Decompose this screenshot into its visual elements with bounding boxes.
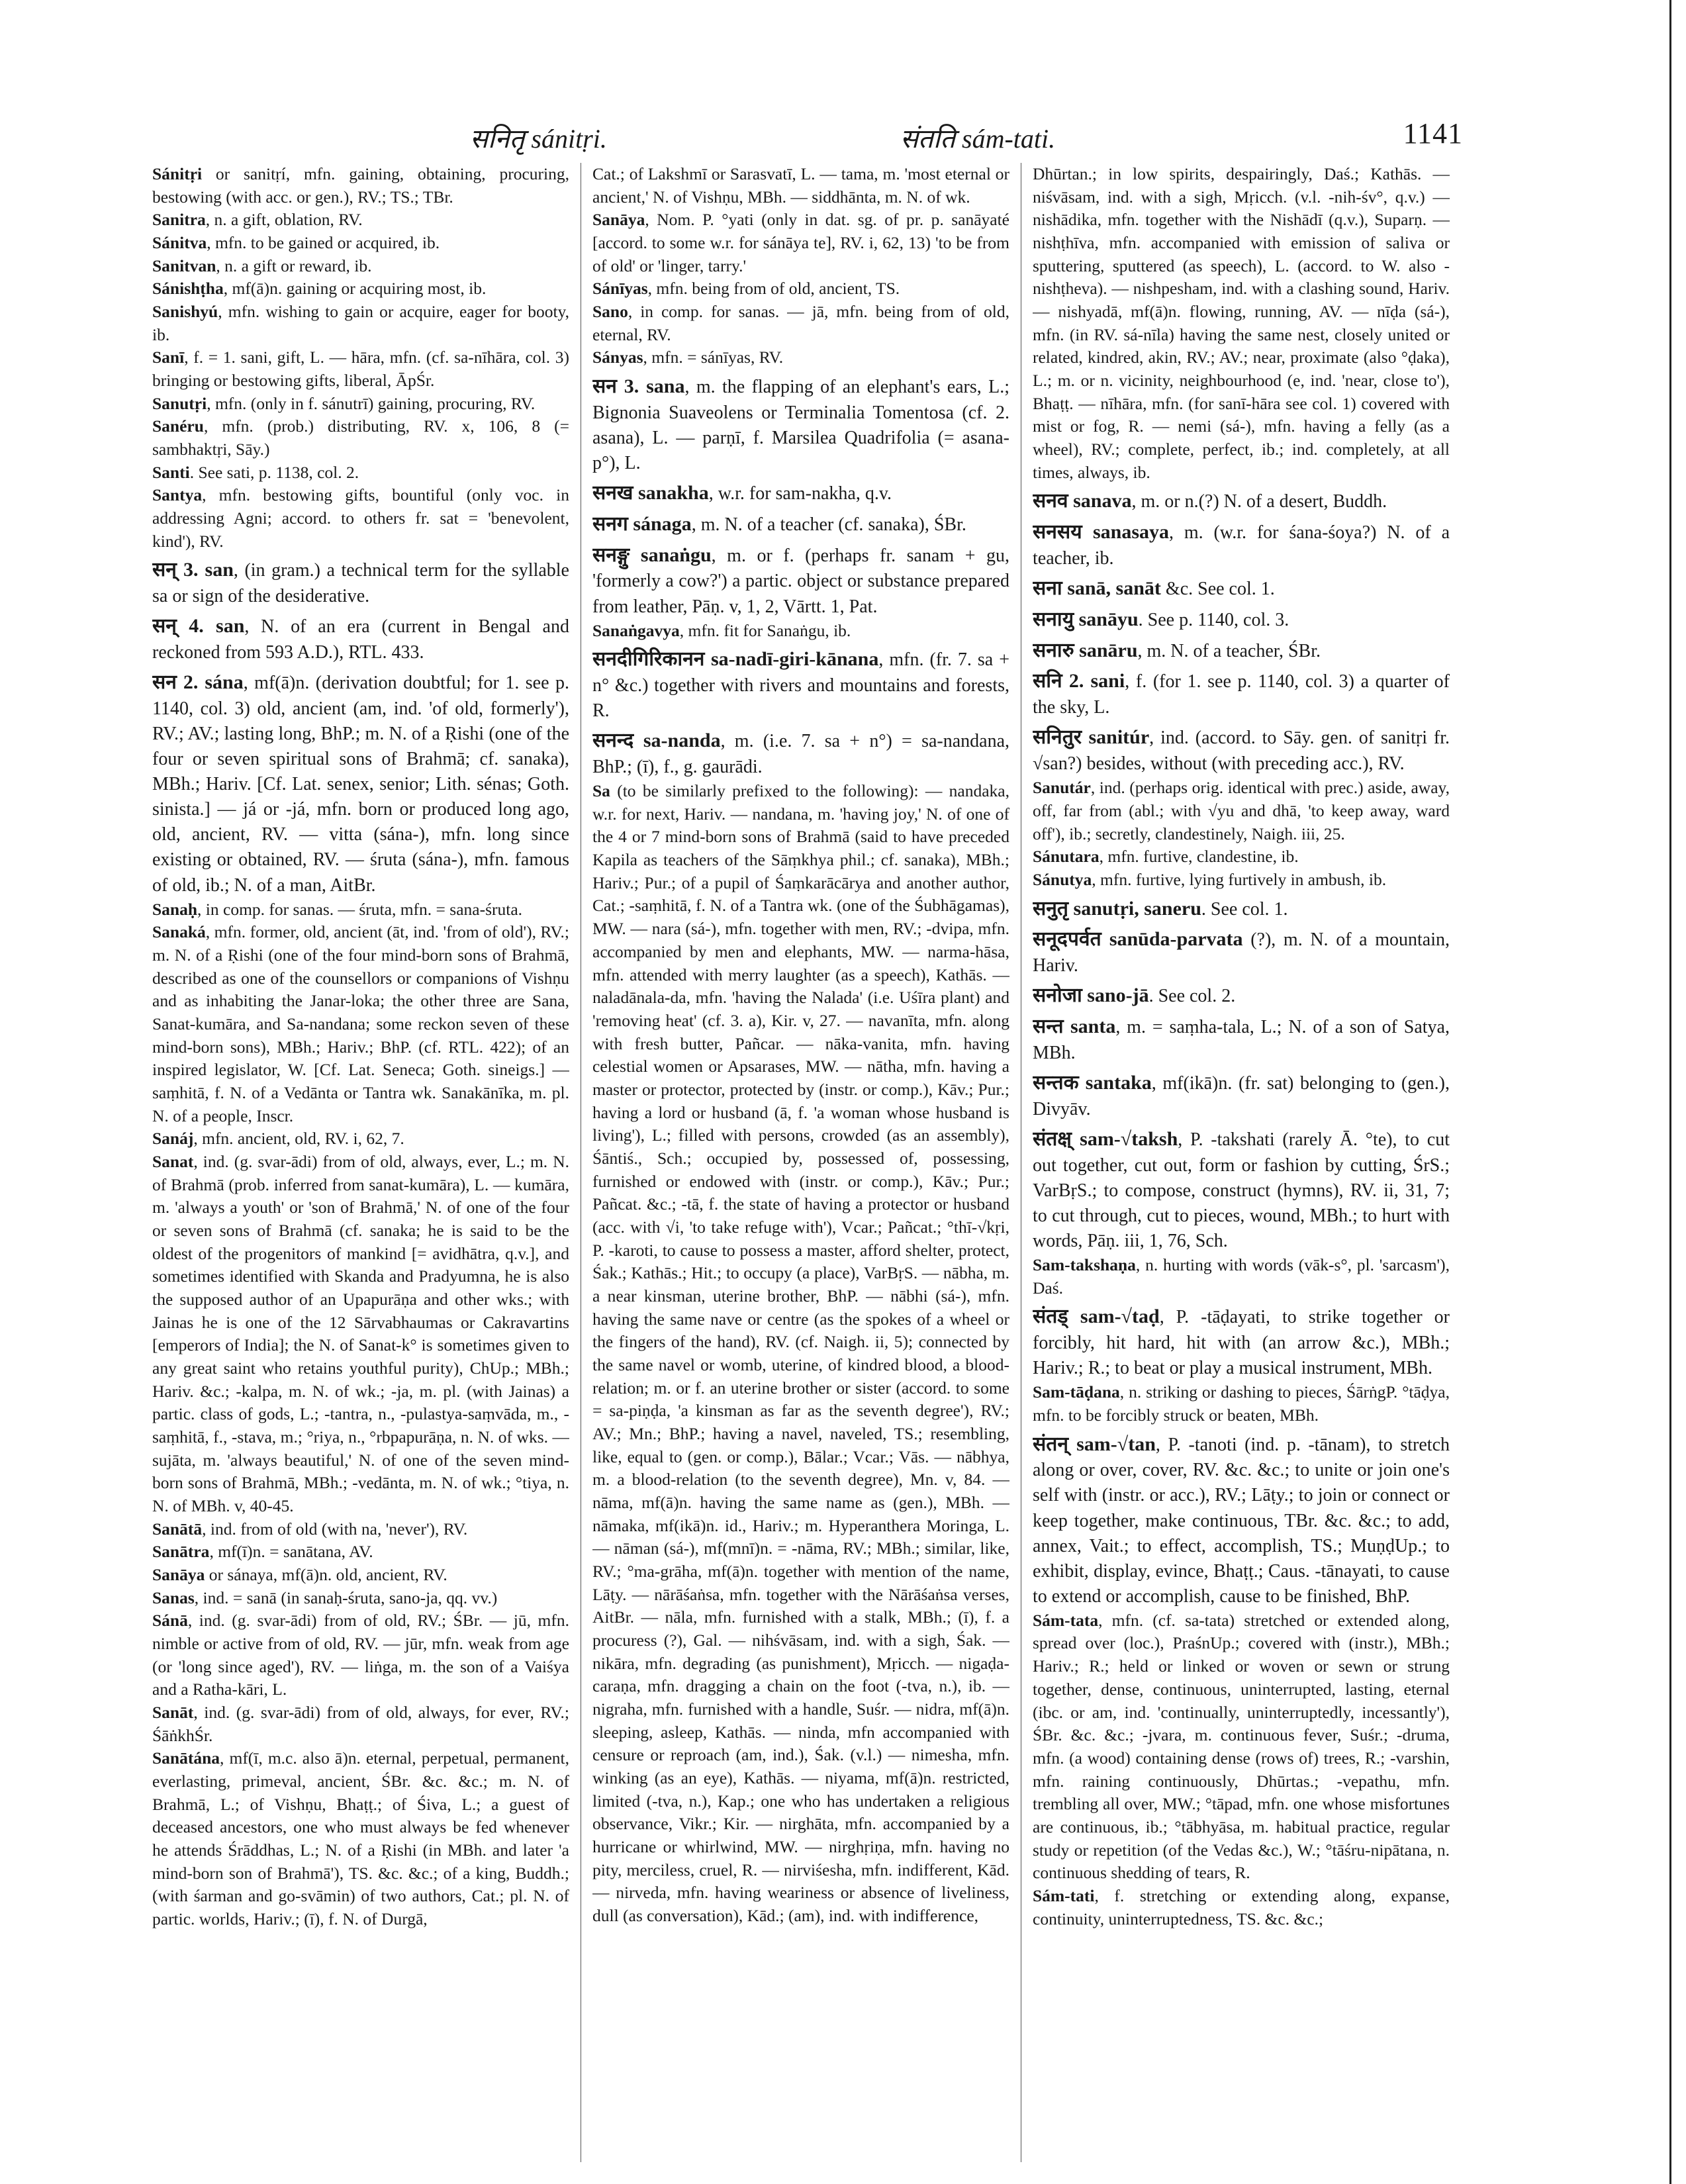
entry-text: , ind. = sanā (in sanaḥ-śruta, sano-ja, qq. vv.) xyxy=(194,1588,498,1607)
dictionary-entry xyxy=(152,1564,569,1587)
entry-text: Dhūrtan.; in low spirits, despairingly, Daś.; Kathās. — niśvāsam, ind. with a sigh, Mṛicch. (v.l. -nih-śv°, q.v.) — nishādika, mfn. together with the Nishādī (q.v.), Suparṇ. — nishṭhīva, mfn. accompanied with emission of saliva or sputtering, sputtered (as speech), L. (accord. to W. also -nishṭheva). — nishpesham, ind. with a clashing sound, Hariv. — nishyadā, mf(ā)n. flowing, running, AV. — nīḍa (sá-), mfn. (in RV. sá-nīla) having the same nest, closely united or related, kindred, akin, RV.; AV.; near, proximate (also °ḍaka), L.; m. or n. vicinity, neighbourhood (e, ind. 'near, close to'), Bhaṭṭ. — nīhāra, mfn. (for sanī-hāra see col. 1) covered with mist or fog, R. — nemi (sá-), mfn. having a felly (as a wheel), RV.; complete, perfect, ib.; ind. completely, at all times, always, ib. xyxy=(1033,164,1450,482)
entry-headword: सनुतृ sanutṛi, saneru xyxy=(1033,897,1201,920)
entry-headword: Sanāya xyxy=(152,1565,205,1585)
entry-text: , f. stretching or extending along, expanse, continuity, uninterruptedness, TS. &c. &c.; xyxy=(1033,1885,1450,1928)
entry-headword: Sánutara xyxy=(1033,847,1100,867)
dictionary-entry xyxy=(152,1518,569,1541)
dictionary-entry xyxy=(1033,519,1450,571)
entry-text: , mfn. (fr. 7. sa + n° &c.) together with rivers and mountains and forests, R. xyxy=(592,649,1009,722)
dictionary-entry xyxy=(152,1747,569,1930)
dictionary-entry xyxy=(592,542,1009,620)
dictionary-entry xyxy=(592,373,1009,476)
entry-text: , mfn. fit for Sanaṅgu, ib. xyxy=(679,620,851,640)
dictionary-entry xyxy=(1033,163,1450,484)
dictionary-entry xyxy=(152,1541,569,1564)
entry-text: . See sati, p. 1138, col. 2. xyxy=(189,462,359,482)
entry-text: , mfn. ancient, old, RV. i, 62, 7. xyxy=(193,1129,404,1149)
dictionary-entry xyxy=(1033,1609,1450,1885)
entry-text: , ind. (g. svar-ādi) from of old, always, for ever, RV.; ŚāṅkhŚr. xyxy=(152,1703,569,1745)
entry-headword: Sanas xyxy=(152,1588,195,1607)
dictionary-entry xyxy=(152,898,569,922)
dictionary-entry xyxy=(592,346,1009,369)
entry-headword: Sánitṛi xyxy=(152,164,203,183)
entry-headword: Sanāt xyxy=(152,1703,194,1723)
dictionary-entry xyxy=(592,646,1009,724)
column-1 xyxy=(152,163,569,2162)
dictionary-entry xyxy=(592,620,1009,643)
dictionary-entry xyxy=(1033,896,1450,923)
entry-text: , in comp. for sanas. — jā, mfn. being from of old, eternal, RV. xyxy=(592,302,1009,344)
dictionary-entry xyxy=(152,232,569,255)
dictionary-entry xyxy=(1033,1885,1450,1930)
entry-text: , m. (i.e. 7. sa + n°) = sa-nandana, BhP.; (ī), f., g. gaurādi. xyxy=(592,731,1009,778)
entry-headword: Sanātā xyxy=(152,1519,203,1539)
entry-text: (to be similarly prefixed to the following): — nandaka, w.r. for next, Hariv. — nandana, m. 'having joy,' N. of one of the 4 or 7 mind-born sons of Brahmā (said to have preceded Kapila as teachers of the Sāṃkhya phil.; cf. sanaka), MBh.; Hariv.; Pur.; of a pupil of Śaṃkarācārya and another author, Cat.; -saṃhitā, f. N. of a Tantra wk. (one of the Śubhāgamas), MW. — nara (sá-), mfn. together with men, RV.; -dvipa, mfn. accompanied by men and elephants, MW. — narma-hāsa, mfn. attended with merry laughter (as a speech), Kathās. — naladānala-da, mfn. 'having the Nalada' (i.e. Uśīra plant) and 'removing heat' (cf. 3. a), Kir. v, 27. — navanīta, mfn. along with fresh butter, Pañcar. — nāka-vanita, mfn. having celestial women or Apsarases, MW. — nātha, mfn. having a master or protector, protected by (instr. or comp.), Kāv.; Pur.; having a lord or husband (ā, f. 'a woman whose husband is living'), L.; filled with persons, crowded (as an assembly), Śāntiś., Sch.; occupied by, possessed of, possessing, furnished or endowed with (instr. or comp.), Kāv.; Pur.; Pañcat. &c.; -tā, f. the state of having a protector or husband (acc. with √i, 'to take refuge with'), Vcar.; Pañcat.; °thī-√kṛi, P. -karoti, to cause to possess a master, afford shelter, protect, Śak.; Kathās.; Hit.; to occupy (a place), VarBṛS. — nābha, m. a near kinsman, uterine brother, BhP. — nābhi (sá-), mfn. having the same nave or centre (as the spokes of a wheel or the fingers of the hand), RV. (cf. Naigh. ii, 5); connected by the same navel or womb, uterine, of kindred blood, a blood-relation; m. or f. an uterine brother or sister (accord. to some = sa-piṇḍa, 'a kinsman as far as the seventh degree'), RV.; AV.; Mn.; BhP.; having a navel, naveled, TS.; resembling, like, equal to (gen. or comp.), Bālar.; Vcar.; Vās. — nābhya, m. a blood-relation (to the seventh degree), Mn. v, 84. — nāma, mf(ā)n. having the same name as (gen.), MBh. — nāmaka, mf(ikā)n. id., Hariv.; m. Hyperanthera Moringa, L. — nāman (sá-), mf(mnī)n. = -nāma, RV.; MBh.; similar, like, RV.; °ma-grāha, mf(ā)n. together with mention of the name, Lāṭy. — nārāśaṅsa, mfn. together with the Nārāśaṅsa verses, AitBr. — nāla, mfn. furnished with a stalk, MBh.; (ī), f. a procuress (?), Gal. — nihśvāsam, ind. with a sigh, Śak. — nikāra, mfn. degrading (as punishment), Mṛicch. — nigaḍa-caraṇa, mfn. dragging a chain on the foot (-tva, n.), ib. — nigraha, mfn. furnished with a handle, Suśr. — nidra, mf(ā)n. sleeping, asleep, Kathās. — ninda, mfn accompanied with censure or reproach (am, ind.), Śak. (v.l.) — nimesha, mfn. winking (as an eye), Kathās. — niyama, mf(ā)n. restricted, limited (-tva, n.), Kap.; one who has undertaken a religious observance, Vikr.; Kir. — nirghāta, mfn. accompanied by a hurricane or whirlwind, MW. — nirghṛiṇa, mfn. having no pity, merciless, cruel, R. — nirviśesha, mfn. indifferent, Kād. — nirveda, mfn. having weariness or absence of liveliness, dull (as conversation), Kād.; (am), ind. with indifference, xyxy=(592,781,1009,1926)
dictionary-entry xyxy=(1033,606,1450,634)
entry-text: (?), m. N. of a mountain, Hariv. xyxy=(1033,929,1450,976)
entry-text: , mf(ī)n. = sanātana, AV. xyxy=(209,1542,373,1562)
dictionary-entry xyxy=(592,163,1009,209)
entry-text: , ind. (accord. to Sāy. gen. of sanitṛi fr. √san?) besides, without (with preceding acc.), RV. xyxy=(1033,728,1450,775)
entry-headword: Sanitra xyxy=(152,210,206,230)
dictionary-entry xyxy=(152,461,569,485)
entry-headword: सन् 3. san xyxy=(152,559,234,581)
dictionary-entry xyxy=(152,1587,569,1610)
entry-headword: सनसय sanasaya xyxy=(1033,521,1169,544)
text-columns xyxy=(152,163,1463,2162)
dictionary-entry xyxy=(592,301,1009,346)
dictionary-entry xyxy=(1033,638,1450,665)
dictionary-entry xyxy=(1033,1070,1450,1122)
entry-headword: Sanaká xyxy=(152,922,206,942)
dictionary-entry xyxy=(1033,1014,1450,1066)
entry-text: or sánaya, mf(ā)n. old, ancient, RV. xyxy=(205,1565,447,1585)
entry-headword: Sanutṛi xyxy=(152,393,207,413)
dictionary-entry xyxy=(1033,1431,1450,1609)
dictionary-entry xyxy=(152,346,569,392)
entry-text: , mfn. wishing to gain or acquire, eager for booty, ib. xyxy=(152,302,569,344)
entry-text: , ind. from of old (with na, 'never'), RV. xyxy=(202,1519,468,1539)
entry-headword: सनूदपर्वत sanūda-parvata xyxy=(1033,928,1243,951)
entry-text: , mf(ikā)n. (fr. sat) belonging to (gen.), Divyāv. xyxy=(1033,1072,1450,1119)
entry-text: , mfn. former, old, ancient (āt, ind. 'from of old'), RV.; m. N. of a Ṛishi (one of the four mind-born sons of Brahmā, described as one of the counsellors or companions of Vishṇu and as inhabiting the Janar-loka; the other three are Sana, Sanat-kumāra, and Sa-nandana; some reckon seven of these mind-born sons), MBh.; Hariv.; BhP. (cf. RTL. 422); of an inspired legislator, W. [Cf. Lat. Seneca; Goth. sineigs.] — saṃhitā, f. N. of a Vedānta or Tantra wk. Sanakānīka, m. pl. N. of a people, Inscr. xyxy=(152,922,569,1125)
entry-text: , m. (w.r. for śana-śoya?) N. of a teacher, ib. xyxy=(1033,522,1450,569)
entry-text: , Nom. P. °yati (only in dat. sg. of pr. p. sanāyaté [accord. to some w.r. for sánāya te], RV. i, 62, 13) 'to be from of old' or 'linger, tarry.' xyxy=(592,210,1009,275)
dictionary-entry xyxy=(1033,869,1450,892)
entry-headword: सनदीगिरिकानन sa-nadī-giri-kānana xyxy=(592,648,879,671)
entry-text: , f. (for 1. see p. 1140, col. 3) a quarter of the sky, L. xyxy=(1033,671,1450,718)
entry-headword: सन्तक santaka xyxy=(1033,1071,1152,1094)
entry-headword: सनङ्गु sanaṅgu xyxy=(592,544,712,566)
entry-headword: Sanáj xyxy=(152,1129,194,1149)
dictionary-entry xyxy=(152,613,569,665)
entry-text: , m. = saṃha-tala, L.; N. of a son of Satya, MBh. xyxy=(1033,1017,1450,1063)
dictionary-entry xyxy=(1033,575,1450,602)
entry-headword: Sano xyxy=(592,302,628,322)
entry-headword: Sanaṅgavya xyxy=(592,620,680,640)
entry-text: , P. -takshati (rarely Ā. °te), to cut out together, cut out, form or fashion by cutting, ŚrS.; VarBṛS.; to compose, construct (hymns), RV. ii, 31, 7; to cut through, cut to pieces, wound, MBh.; to hurt with words, Pāṇ. iii, 1, 76, Sch. xyxy=(1033,1129,1450,1251)
entry-headword: Sanutár xyxy=(1033,778,1091,798)
entry-text: Cat.; of Lakshmī or Sarasvatī, L. — tama, m. 'most eternal or ancient,' N. of Vishṇu, MBh. — siddhānta, m. N. of wk. xyxy=(592,164,1009,207)
entry-headword: सनव sanava xyxy=(1033,490,1132,512)
entry-text: , mfn. (cf. sa-tata) stretched or extended along, spread over (loc.), PraśnUp.; covered with (instr.), MBh.; Hariv.; R.; held or linked or woven or sewn or strung together, dense, continuous, uninterrupted, lasting, eternal (ibc. or am, ind. 'continually, uninterruptedly, incessantly'), ŚBr. &c. &c.; -jvara, m. continuous fever, Suśr.; -druma, mfn. (a wood) containing dense (rows of) trees, R.; -varshin, mfn. raining continuously, Dhūrtas.; -vepathu, mfn. trembling all over, MW.; °tāpad, mfn. one whose misfortunes are continuous, ib.; °tābhyāsa, m. habitual practice, regular study or repetition (of the Vedas &c.), W.; °tāśru-nipātana, n. continuous shedding of tears, R. xyxy=(1033,1610,1450,1883)
entry-headword: Santya xyxy=(152,485,203,505)
dictionary-entry xyxy=(592,277,1009,301)
entry-headword: संतड् sam-√taḍ xyxy=(1033,1306,1160,1328)
column-3 xyxy=(1033,163,1450,2162)
entry-text: , m. N. of a teacher (cf. sanaka), ŚBr. xyxy=(691,514,966,535)
entry-text: , m. the flapping of an elephant's ears, L.; Bignonia Suaveolens or Terminalia Tomentosa (cf. 2. asana), L. — parṇī, f. Marsilea Quadrifolia (= asana-p°), L. xyxy=(592,377,1009,473)
dictionary-entry xyxy=(152,1701,569,1747)
entry-headword: Sanātána xyxy=(152,1748,220,1768)
entry-text: , n. hurting with words (vāk-s°, pl. 'sarcasm'), Daś. xyxy=(1033,1255,1450,1298)
entry-headword: Sám-tati xyxy=(1033,1885,1095,1905)
dictionary-entry xyxy=(1033,845,1450,869)
dictionary-entry xyxy=(152,1609,569,1701)
entry-text: , ind. (perhaps orig. identical with prec.) aside, away, off, far from (abl.; with √yu and dhā, 'to keep away, ward off'), ib.; secretly, clandestinely, Naigh. iii, 25. xyxy=(1033,778,1450,843)
entry-text: , in comp. for sanas. — śruta, mfn. = sana-śruta. xyxy=(197,899,523,919)
entry-headword: सनख sanakha xyxy=(592,482,709,504)
dictionary-entry xyxy=(152,669,569,898)
entry-headword: सनारु sanāru xyxy=(1033,639,1138,661)
entry-headword: संतन् sam-√tan xyxy=(1033,1433,1156,1455)
entry-headword: Sánitva xyxy=(152,233,207,253)
entry-headword: Sanishyú xyxy=(152,302,218,322)
entry-text: , mf(ī, m.c. also ā)n. eternal, perpetual, permanent, everlasting, primeval, ancient, ŚBr. &c. &c.; m. N. of Brahmā, L.; of Vishṇu, Bhaṭṭ.; of Śiva, L.; a guest of deceased ancestors, one who must always be fed whenever he attends Śrāddhas, L.; N. of a Ṛishi (in MBh. and later 'a mind-born son of Brahmā'), TS. &c. &c.; of a king, Buddh.; (with śarman and go-svāmin) of two authors, Cat.; pl. N. of partic. worlds, Hariv.; (ī), f. N. of Durgā, xyxy=(152,1748,569,1929)
entry-headword: Sanī xyxy=(152,348,185,367)
entry-text: , m. or f. (perhaps fr. sanam + gu, 'formerly a cow?') a partic. object or substance prepared from leather, Pāṇ. v, 1, 2, Vārtt. 1, Pat. xyxy=(592,545,1009,617)
dictionary-entry xyxy=(1033,982,1450,1010)
dictionary-entry xyxy=(1033,1254,1450,1300)
entry-text: &c. See col. 1. xyxy=(1160,579,1275,600)
entry-text: . See col. 1. xyxy=(1201,898,1288,920)
dictionary-entry xyxy=(152,255,569,278)
entry-headword: Sanātra xyxy=(152,1542,210,1562)
page-edge-rule xyxy=(1669,0,1671,2184)
entry-text: . See p. 1140, col. 3. xyxy=(1138,609,1289,630)
dictionary-entry xyxy=(592,511,1009,538)
entry-text: , m. or n.(?) N. of a desert, Buddh. xyxy=(1131,491,1387,512)
running-head xyxy=(152,117,1463,163)
entry-text: , mfn. = sánīyas, RV. xyxy=(643,348,784,367)
entry-text: , mfn. bestowing gifts, bountiful (only voc. in addressing Agni; accord. to others fr. sat = 'benevolent, kind'), RV. xyxy=(152,485,569,551)
entry-headword: सनायु sanāyu xyxy=(1033,608,1139,630)
entry-headword: Sanitvan xyxy=(152,256,216,275)
entry-text: , mf(ā)n. gaining or acquiring most, ib. xyxy=(223,279,487,299)
entry-headword: सनितुर sanitúr xyxy=(1033,726,1150,749)
entry-headword: सन् 4. san xyxy=(152,615,245,638)
dictionary-entry xyxy=(152,301,569,346)
entry-text: , f. = 1. sani, gift, L. — hāra, mfn. (cf. sa-nīhāra, col. 3) bringing or bestowing gifts, liberal, ĀpŚr. xyxy=(152,348,569,391)
entry-headword: Sánīyas xyxy=(592,279,648,299)
entry-headword: सना sanā, sanāt xyxy=(1033,577,1161,600)
dictionary-entry xyxy=(592,480,1009,507)
dictionary-entry xyxy=(152,1151,569,1518)
entry-headword: Sanéru xyxy=(152,416,204,436)
dictionary-entry xyxy=(152,921,569,1127)
entry-headword: Sam-tāḍana xyxy=(1033,1382,1120,1402)
entry-headword: Sanat xyxy=(152,1151,194,1171)
running-head-left: सनितृ sánitṛi. xyxy=(470,124,607,154)
entry-text: , w.r. for sam-nakha, q.v. xyxy=(708,483,892,504)
entry-text: or sanitṛí, mfn. gaining, obtaining, procuring, bestowing (with acc. or gen.), RV.; TS.; TBr. xyxy=(152,164,569,207)
dictionary-entry xyxy=(1033,1126,1450,1254)
entry-headword: Sánutya xyxy=(1033,869,1092,889)
dictionary-entry xyxy=(152,484,569,553)
dictionary-entry xyxy=(1033,668,1450,720)
entry-headword: Sa xyxy=(592,781,610,801)
entry-text: , P. -tāḍayati, to strike together or forcibly, hit hard, hit with (an arrow &c.), MBh.; Hariv.; R.; to beat or play a musical instrument, MBh. xyxy=(1033,1307,1450,1379)
entry-text: . See col. 2. xyxy=(1148,986,1236,1007)
dictionary-entry xyxy=(1033,724,1450,777)
entry-headword: सन 2. sána xyxy=(152,671,244,694)
entry-text: , P. -tanoti (ind. p. -tānam), to stretch along or over, cover, RV. &c. &c.; to unite or join one's self with (instr. or acc.), RV.; Lāṭy.; to join or connect or keep together, make continuous, TBr. &c. &c.; to add, annex, Vait.; to effect, accomplish, TS.; MuṇḍUp.; to exhibit, display, evince, Bhaṭṭ.; Caus. -tānayati, to cause to extend or accomplish, cause to be finished, BhP. xyxy=(1033,1434,1450,1607)
column-2 xyxy=(592,163,1009,2162)
entry-text: , mfn. to be gained or acquired, ib. xyxy=(207,233,440,253)
entry-text: , m. N. of a teacher, ŚBr. xyxy=(1137,640,1321,661)
entry-text: , ind. (g. svar-ādi) from of old, RV.; ŚBr. — jū, mfn. nimble or active from of old, RV. — jūr, mfn. weak from age (or 'long since aged'), RV. — liṅga, m. the son of a Vaiśya and a Ratha-kāri, L. xyxy=(152,1611,569,1699)
dictionary-entry xyxy=(152,415,569,461)
entry-headword: Sányas xyxy=(592,348,643,367)
dictionary-entry xyxy=(152,557,569,609)
entry-text: , (in gram.) a technical term for the syllable sa or sign of the desiderative. xyxy=(152,560,569,607)
dictionary-entry xyxy=(152,163,569,209)
dictionary-entry xyxy=(152,393,569,416)
dictionary-entry xyxy=(1033,488,1450,515)
entry-headword: सनन्द sa-nanda xyxy=(592,730,721,752)
entry-text: , mfn. furtive, lying furtively in ambush, ib. xyxy=(1092,869,1387,889)
entry-text: , mfn. furtive, clandestine, ib. xyxy=(1099,847,1299,867)
entry-headword: Sam-takshaṇa xyxy=(1033,1255,1136,1274)
entry-headword: संतक्ष् sam-√taksh xyxy=(1033,1127,1178,1150)
dictionary-entry xyxy=(152,209,569,232)
dictionary-entry xyxy=(152,1127,569,1151)
dictionary-entry xyxy=(592,728,1009,780)
dictionary-entry xyxy=(592,780,1009,1928)
entry-headword: सनोजा sano-jā xyxy=(1033,984,1149,1007)
entry-text: , mfn. (only in f. sánutrī) gaining, procuring, RV. xyxy=(207,393,536,413)
entry-text: , mfn. being from of old, ancient, TS. xyxy=(647,279,900,299)
page-number: 1141 xyxy=(1403,117,1463,150)
entry-headword: Sanaḥ xyxy=(152,899,198,919)
dictionary-entry xyxy=(152,277,569,301)
entry-headword: Sanāya xyxy=(592,210,645,230)
dictionary-entry xyxy=(592,209,1009,277)
dictionary-entry xyxy=(1033,1381,1450,1427)
running-head-center: संतति sám-tati. xyxy=(900,124,1056,154)
entry-headword: सन 3. sana xyxy=(592,375,685,398)
entry-text: , N. of an era (current in Bengal and reckoned from 593 A.D.), RTL. 433. xyxy=(152,616,569,663)
dictionary-entry xyxy=(1033,777,1450,845)
entry-text: , ind. (g. svar-ādi) from of old, always, ever, L.; m. N. of Brahmā (prob. inferred from sanat-kumāra), L. — kumāra, m. 'always a youth' or 'son of Brahmā,' N. of one of the four or seven sons of Brahmā (cf. sanaka; he is said to be the oldest of the progenitors of mankind [= avidhātra, q.v.], and sometimes identified with Skanda and Pradyumna, he is also the supposed author of an Upapurāṇa and other wks.; with Jainas he is one of the 12 Sārvabhaumas or Cakravartins [emperors of India]; the N. of Sanat-k° is sometimes given to any great saint who retains youthful purity), ChUp.; MBh.; Hariv. &c.; -kalpa, m. N. of wk.; -ja, m. pl. (with Jainas) a partic. class of gods, L.; -tantra, n., -pulastya-saṃvāda, m., -saṃhitā, f., -stava, m.; °riya, n., °rbpapurāṇa, n. N. of wks. — sujāta, m. 'always beautiful,' N. of one of the seven mind-born sons of Brahmā, MBh.; -vedānta, m. N. of wk.; °tiya, n. N. of MBh. v, 40-45. xyxy=(152,1151,569,1516)
entry-headword: सनि 2. sani xyxy=(1033,670,1125,692)
entry-text: , mf(ā)n. (derivation doubtful; for 1. see p. 1140, col. 3) old, ancient (am, ind. 'of old, formerly'), RV.; AV.; lasting long, BhP.; m. N. of a Ṛishi (one of the four or seven spiritual sons of Brahmā; cf. sanaka), MBh.; Hariv. [Cf. Lat. senex, senior; Lith. sénas; Goth. sinista.] — já or -já, mfn. born or produced long ago, old, ancient, RV. — vitta (sána-), mfn. long since existing or obtained, RV. — śruta (sána-), mfn. famous of old, ib.; N. of a man, AitBr. xyxy=(152,673,569,896)
entry-text: , n. a gift or reward, ib. xyxy=(216,256,372,275)
entry-text: , n. striking or dashing to pieces, ŚārṅgP. °tāḍya, mfn. to be forcibly struck or beaten, MBh. xyxy=(1033,1382,1450,1425)
dictionary-entry xyxy=(1033,926,1450,978)
entry-headword: Sánā xyxy=(152,1611,188,1631)
entry-headword: सनग sánaga xyxy=(592,512,692,535)
entry-text: , mfn. (prob.) distributing, RV. x, 106, 8 (= sambhaktṛi, Sāy.) xyxy=(152,416,569,459)
entry-text: , n. a gift, oblation, RV. xyxy=(205,210,363,230)
entry-headword: Santi xyxy=(152,462,190,482)
dictionary-entry xyxy=(1033,1304,1450,1381)
entry-headword: सन्त santa xyxy=(1033,1016,1116,1038)
entry-headword: Sánishṭha xyxy=(152,279,224,299)
entry-headword: Sám-tata xyxy=(1033,1610,1099,1630)
